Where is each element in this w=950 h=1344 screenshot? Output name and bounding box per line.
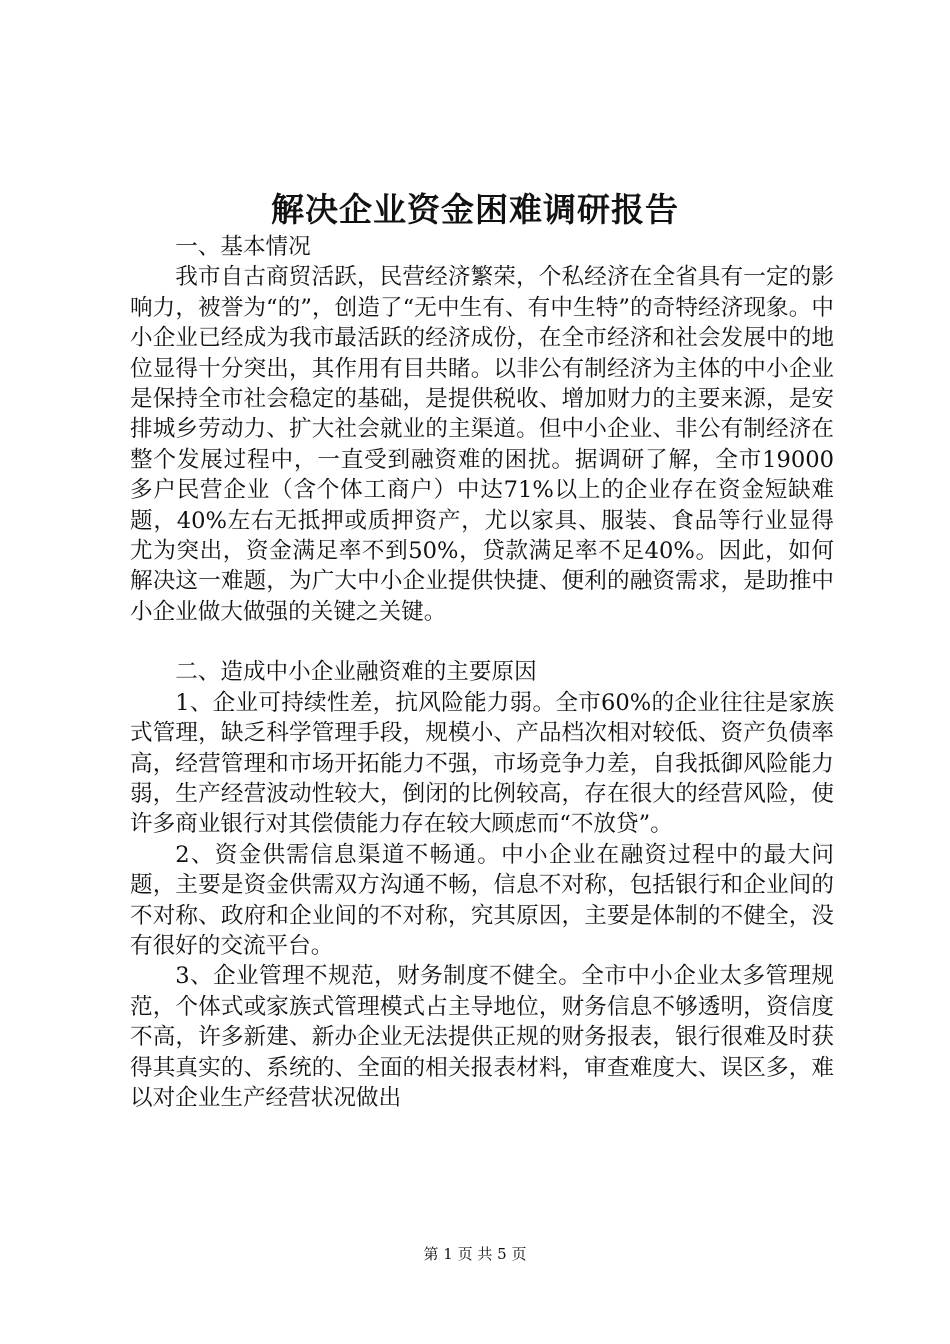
document-body xyxy=(130,232,834,1113)
document-title: 解决企业资金困难调研报告 xyxy=(271,190,679,229)
paragraph-cause-3: 3、企业管理不规范，财务制度不健全。全市中小企业太多管理规范，个体式或家族式管理模式占主导地位，财务信息不够透明，资信度不高，许多新建、新办企业无法提供正规的财务报表，银行很难及时获得其真实的、系统的、全面的相关报表材料，审查难度大、误区多，难以对企业生产经营状况做出 xyxy=(130,963,834,1111)
paragraph-cause-2: 2、资金供需信息渠道不畅通。中小企业在融资过程中的最大问题，主要是资金供需双方沟通不畅，信息不对称，包括银行和企业间的不对称、政府和企业间的不对称，究其原因，主要是体制的不健全，没有很好的交流平台。 xyxy=(130,841,834,959)
section-heading-main-causes: 二、造成中小企业融资难的主要原因 xyxy=(175,659,537,686)
paragraph-basic-situation: 我市自古商贸活跃，民营经济繁荣，个私经济在全省具有一定的影响力，被誉为“的”，创造了“无中生有、有中生特”的奇特经济现象。中小企业已经成为我市最活跃的经济成份，在全市经济和社会发展中的地位显得十分突出，其作用有目共睹。以非公有制经济为主体的中小企业是保持全市社会稳定的基础，是提供税收、增加财力的主要来源，是安排城乡劳动力、扩大社会就业的主渠道。但中小企业、非公有制经济在整个发展过程中，一直受到融资难的困扰。据调研了解，全市19000多户民营企业（含个体工商户）中达71%以上的企业存在资金短缺难题，40%左右无抵押或质押资产，尤以家具、服装、食品等行业显得尤为突出，资金满足率不到50%，贷款满足率不足40%。因此，如何解决这一难题，为广大中小企业提供快捷、便利的融资需求，是助推中小企业做大做强的关键之关键。 xyxy=(130,264,834,625)
section-heading-basic-situation: 一、基本情况 xyxy=(175,234,311,260)
paragraph-cause-1: 1、企业可持续性差，抗风险能力弱。全市60%的企业往往是家族式管理，缺乏科学管理手段，规模小、产品档次相对较低、资产负债率高，经营管理和市场开拓能力不强，市场竞争力差，自我抵御风险能力弱，生产经营波动性较大，倒闭的比例较高，存在很大的经营风险，使许多商业银行对其偿债能力存在较大顾虑而“不放贷”。 xyxy=(130,689,834,838)
page-number-footer: 第 1 页 共 5 页 xyxy=(423,1245,527,1263)
